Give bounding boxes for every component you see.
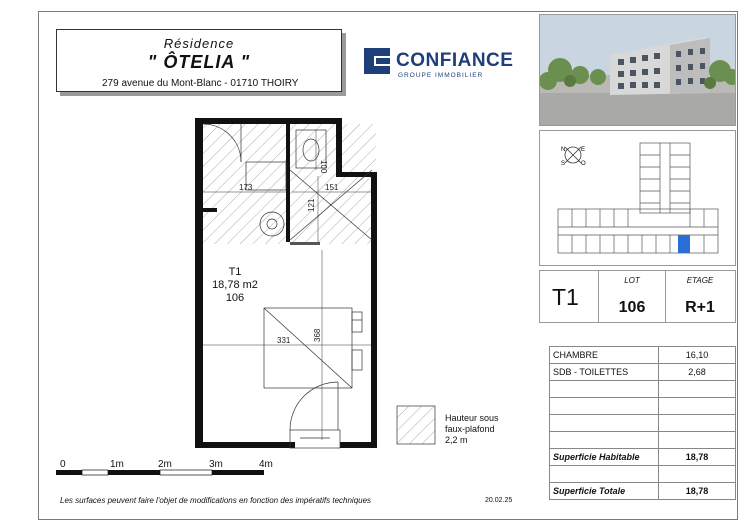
summary-type: T1: [552, 284, 579, 310]
brand-name: CONFIANCE: [396, 50, 514, 71]
table-row: [550, 381, 736, 398]
surface-value-sdb: 2,68: [659, 364, 736, 381]
surface-label-chambre: CHAMBRE: [550, 347, 659, 364]
compass-o: O: [581, 161, 586, 167]
surface-label-sdb: SDB - TOILETTES: [550, 364, 659, 381]
legend-line-2: faux-plafond: [445, 424, 495, 434]
residence-label: Résidence: [163, 36, 235, 51]
compass-n: N: [561, 147, 566, 153]
residence-name: " ÔTELIA ": [147, 52, 251, 72]
table-row: [550, 398, 736, 415]
scale-0: 0: [60, 459, 66, 470]
address: 279 avenue du Mont-Blanc - 01710 THOIRY: [102, 78, 299, 89]
total-label: Superficie Totale: [550, 483, 659, 500]
floor-value: R+1: [685, 299, 715, 316]
lot-value: 106: [618, 299, 646, 316]
floor-label: ETAGE: [686, 276, 714, 285]
table-row: [550, 432, 736, 449]
brand-tagline: GROUPE IMMOBILIER: [398, 72, 484, 79]
document-date: 20.02.25: [485, 497, 513, 504]
table-row: [550, 466, 736, 483]
dim-331: 331: [277, 336, 291, 345]
room-area: 18,78 m2: [212, 279, 258, 291]
scale-1m: 1m: [110, 459, 124, 470]
habitable-label: Superficie Habitable: [550, 449, 659, 466]
dim-100: 100: [319, 160, 328, 174]
room-number: 106: [225, 292, 245, 304]
summary-divider-1: [598, 270, 599, 323]
table-row: [550, 415, 736, 432]
ceiling-legend: [445, 413, 499, 446]
legend-line-3: 2,2 m: [445, 435, 468, 445]
total-value: 18,78: [659, 483, 736, 500]
dim-121: 121: [307, 198, 316, 212]
dim-173: 173: [239, 183, 253, 192]
legend-line-1: Hauteur sous: [445, 413, 499, 423]
surfaces-table: [549, 346, 736, 500]
table-row: [550, 347, 736, 364]
surface-value-chambre: 16,10: [659, 347, 736, 364]
habitable-row: [550, 449, 736, 466]
total-row: [550, 483, 736, 500]
compass-e: E: [581, 147, 586, 153]
footnote: Les surfaces peuvent faire l'objet de modifications en fonction des impératifs techniques: [60, 496, 372, 505]
scale-2m: 2m: [158, 459, 172, 470]
habitable-value: 18,78: [659, 449, 736, 466]
table-row: [550, 364, 736, 381]
compass-s: S: [561, 161, 566, 167]
dim-368: 368: [313, 328, 322, 342]
scale-bar: [56, 470, 264, 475]
scale-4m: 4m: [259, 459, 273, 470]
room-type: T1: [228, 266, 242, 278]
dim-151: 151: [325, 183, 339, 192]
scale-3m: 3m: [209, 459, 223, 470]
lot-label: LOT: [624, 276, 640, 285]
legend-hatch-swatch: [397, 406, 435, 444]
